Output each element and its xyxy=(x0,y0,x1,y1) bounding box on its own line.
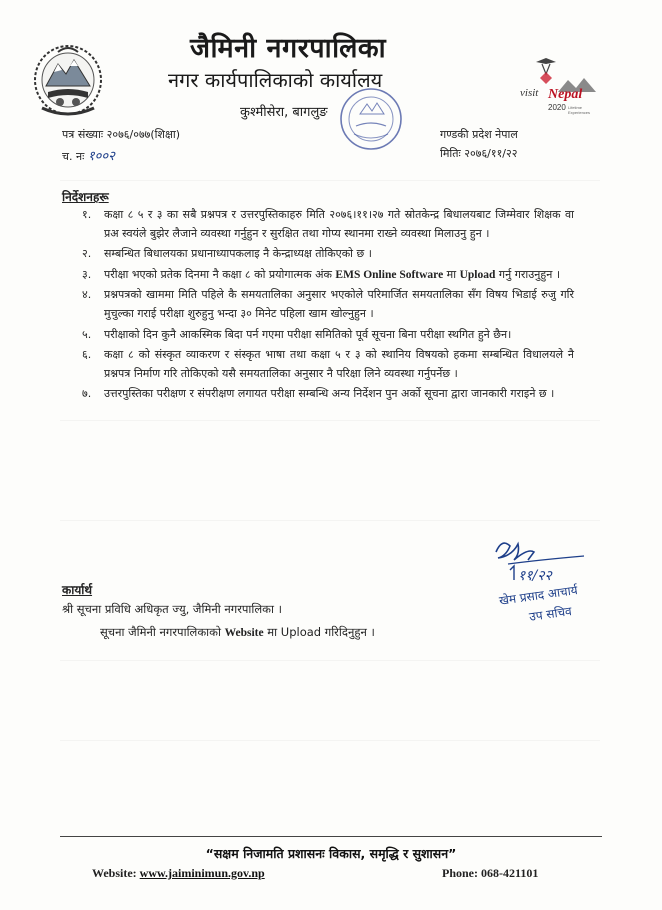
svg-text:Experiences: Experiences xyxy=(568,110,591,115)
nepal-emblem-icon xyxy=(32,42,104,120)
instruction-number: ५. xyxy=(82,327,92,341)
instruction-item xyxy=(82,326,574,345)
instruction-item xyxy=(82,245,574,264)
reference-value: २०७६/०७७(शिक्षा) xyxy=(106,128,181,141)
svg-text:2020: 2020 xyxy=(548,103,566,112)
instruction-text: कक्षा ८ को संस्कृत व्याकरण र संस्कृत भाषा तथा कक्षा ५ र ३ को स्थानिय विषयको हकमा सम्बन्धित विधालयले नै प्रश्नपत्र निर्माण गरि तोकिएको यसै समयतालिका अनुसार नै परिक्षा लिने व्यवस्था गर्नुपर्नेछ । xyxy=(104,348,574,380)
footer-divider xyxy=(60,836,602,837)
instruction-text-part: परीक्षा भएको प्रतेक दिनमा नै कक्षा ८ को प्रयोगात्मक अंक xyxy=(104,267,336,281)
visit-nepal-2020-logo-icon xyxy=(506,52,602,118)
action-request-part: सूचना जैमिनी नगरपालिकाको xyxy=(100,625,225,639)
instructions-list xyxy=(82,206,574,404)
instruction-item xyxy=(82,286,574,323)
instruction-text-part: गर्नु गराउनुहुन । xyxy=(495,267,560,281)
svg-text:Lifetime: Lifetime xyxy=(568,105,583,110)
instruction-item xyxy=(82,206,574,243)
province-line: गण्डकी प्रदेश नेपाल xyxy=(440,128,518,141)
office-subtitle: नगर कार्यपालिकाको कार्यालय xyxy=(168,68,383,92)
instruction-text-part: मा xyxy=(443,267,460,281)
instruction-item xyxy=(82,385,574,404)
dispatch-number xyxy=(62,146,115,164)
instruction-number: १. xyxy=(82,208,92,221)
instruction-number: ३. xyxy=(82,267,92,281)
dispatch-value: १००२ xyxy=(87,149,115,164)
action-heading: कार्यार्थ xyxy=(62,583,93,597)
upload-word: Upload xyxy=(459,268,496,281)
instructions-heading: निर्देशनहरू xyxy=(62,190,109,204)
instruction-text: उत्तरपुस्तिका परीक्षण र संपरीक्षण लगायत परीक्षा सम्बन्धि अन्य निर्देशन पुन अर्को सूचना द्वारा जानकारी गराइने छ । xyxy=(104,387,555,401)
instruction-number: ७. xyxy=(82,387,92,401)
instruction-item xyxy=(82,266,574,285)
office-round-stamp-icon xyxy=(336,84,406,154)
action-recipient: श्री सूचना प्रविधि अधिकृत ज्यु, जैमिनी नगरपालिका । xyxy=(62,602,283,616)
reference-number xyxy=(62,127,180,142)
signer-name: खेम प्रसाद आचार्य xyxy=(498,582,579,608)
instruction-text: कक्षा ८ ५ र ३ का सबै प्रश्नपत्र र उत्तरपुस्तिकाहरु मिति २०७६।११।२७ गते स्रोतकेन्द्र बिधालयबाट जिम्मेवार शिक्षक वा प्रअ स्वयंले बुझेर लैजाने व्यवस्था गर्नुहुन र सुरक्षित तथा गोप्य स्थानमा राख्ने व्यवस्था मिलाउनु हुन । xyxy=(104,208,574,240)
instruction-number: २. xyxy=(82,247,92,261)
instruction-text: प्रश्नपत्रको खाममा मिति पहिले कै समयतालिका अनुसार भएकोले परिमार्जित समयतालिका सँग विषय भिडाई रुजु गरि मुचुल्का गराई परीक्षा शुरुहुनु भन्दा ३० मिनेट पहिला खाम खोल्नुहुन । xyxy=(104,288,574,320)
municipality-title: जैमिनी नगरपालिका xyxy=(190,33,387,64)
date-label: मितिः xyxy=(440,147,461,160)
signature-date: ११/२२ xyxy=(518,568,552,584)
handwritten-signature xyxy=(488,530,588,586)
instruction-text: सम्बन्धित बिधालयका प्रधानाध्यापकलाइ नै केन्द्राध्यक्ष तोकिएको छ । xyxy=(104,247,372,261)
svg-text:visit: visit xyxy=(520,87,539,99)
instruction-number: ४. xyxy=(82,288,92,302)
action-request xyxy=(100,625,375,640)
action-request-part: मा Upload गरिदिनुहुन । xyxy=(263,625,375,639)
instruction-number: ६. xyxy=(82,348,92,362)
signer-title: उप सचिव xyxy=(528,604,573,624)
website-link[interactable]: www.jaiminimun.gov.np xyxy=(139,866,265,880)
footer-slogan: “सक्षम निजामति प्रशासनः विकास, समृद्धि र सुशासन” xyxy=(205,846,457,861)
footer-website xyxy=(92,866,265,881)
office-location: कुश्मीसेरा, बागलुङ xyxy=(240,105,328,120)
date-value: २०७६/११/२२ xyxy=(464,147,518,160)
instruction-item xyxy=(82,346,574,383)
software-name: EMS Online Software xyxy=(335,268,444,281)
svg-text:Nepal: Nepal xyxy=(548,87,583,102)
dispatch-label: च. नः xyxy=(62,150,85,163)
letter-date xyxy=(440,146,517,161)
website-word: Website xyxy=(224,627,264,639)
website-label: Website: xyxy=(92,866,137,880)
reference-label: पत्र संख्याः xyxy=(62,128,104,141)
instruction-text: परीक्षाको दिन कुनै आकस्मिक बिदा पर्न गएमा परीक्षा समितिको पूर्व सूचना बिना परीक्षा स्थगित हुने छैन। xyxy=(104,327,512,341)
footer-phone: Phone: 068-421101 xyxy=(442,866,539,880)
